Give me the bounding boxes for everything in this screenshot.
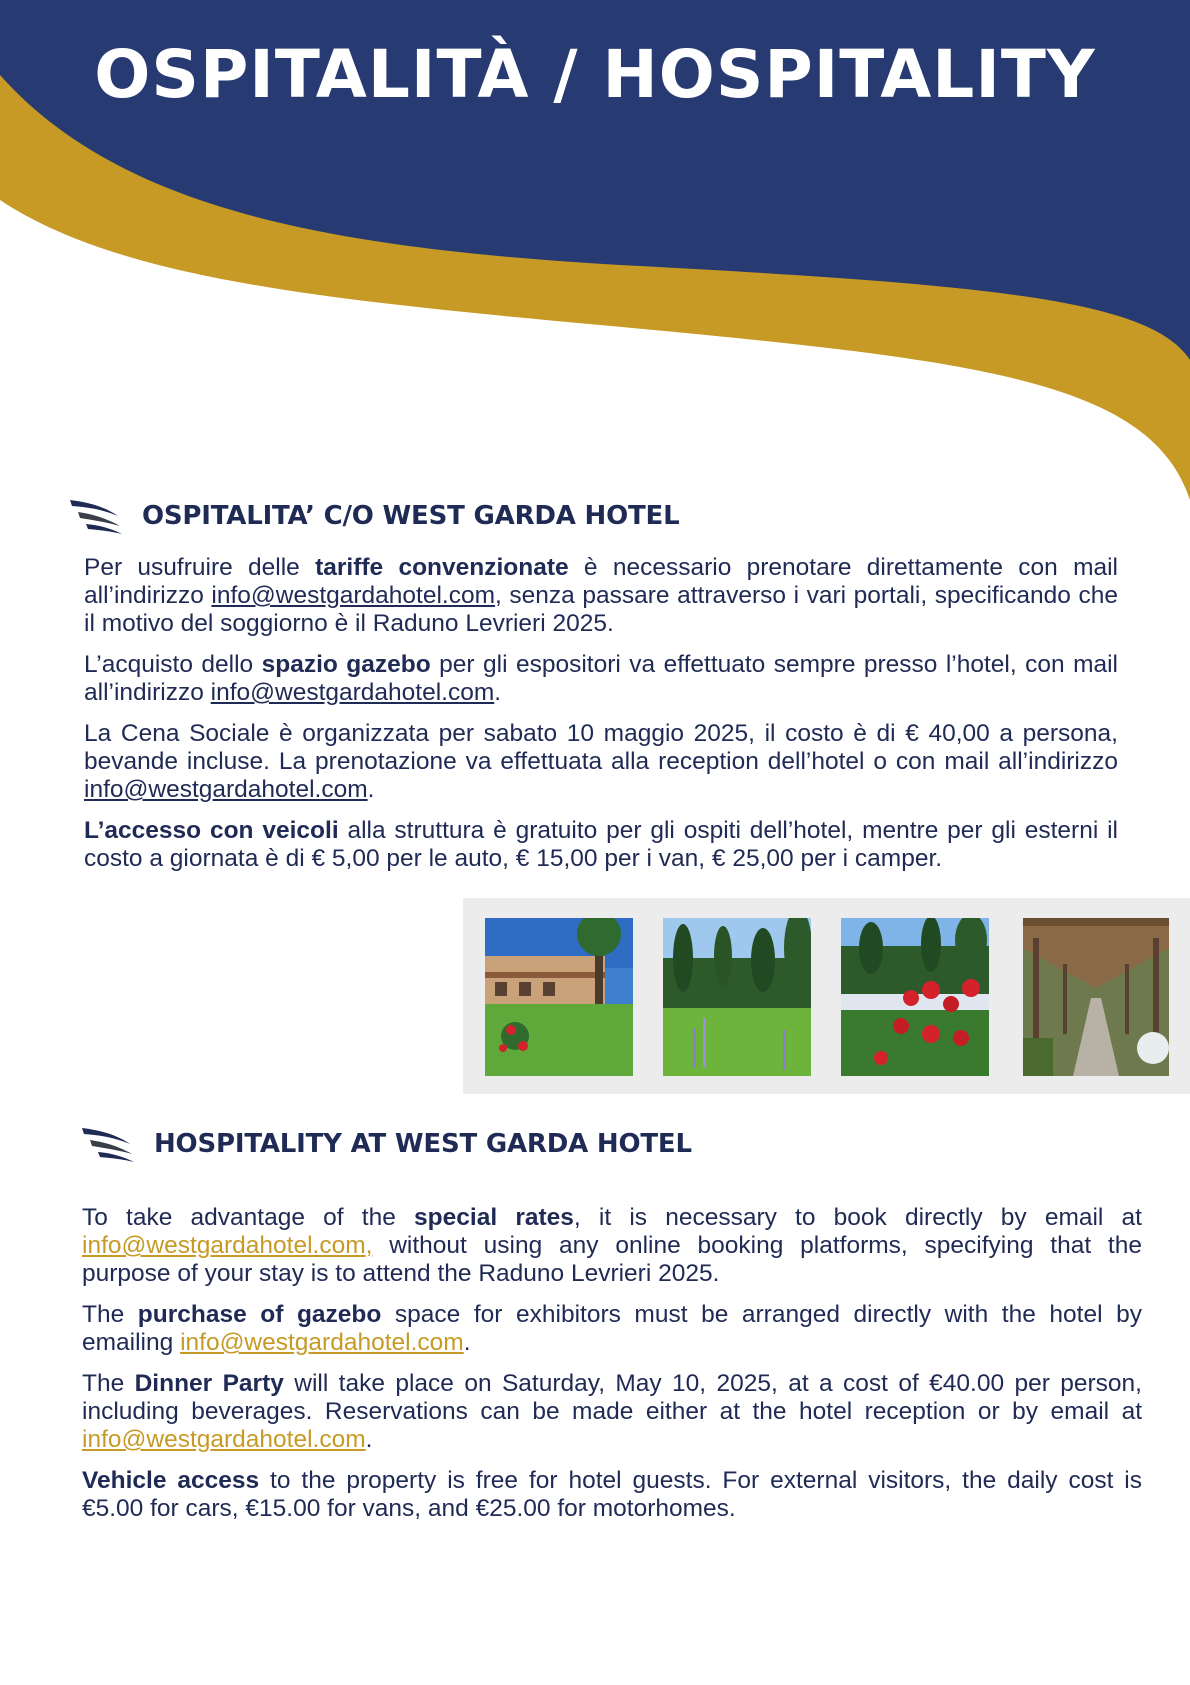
paragraph-dinner: The Dinner Party will take place on Saturday, May 10, 2025, at a cost of €40.00 per person, including beverages. Reservations can be made either at the hotel reception or by email at info@westgardahotel.com. [82, 1370, 1142, 1453]
pool-roses-photo [841, 918, 989, 1076]
section-title-italian: OSPITALITA’ C/O WEST GARDA HOTEL [142, 501, 680, 531]
paragraph-veicoli: L’accesso con veicoli alla struttura è gratuito per gli ospiti dell’hotel, mentre per gli esterni il costo a giornata è di € 5,00 per le auto, € 15,00 per i van, € 25,00 per i camper. [84, 817, 1118, 872]
photo-strip [463, 898, 1190, 1094]
email-link[interactable]: info@westgardahotel.com [84, 776, 368, 803]
paragraph-special-rates: To take advantage of the special rates, it is necessary to book directly by email at info@westgardahotel.com, without using any online booking platforms, specifying that the purpose of your stay is to attend the Raduno Levrieri 2025. [82, 1204, 1142, 1287]
email-link[interactable]: info@westgardahotel.com [180, 1329, 464, 1356]
email-link[interactable]: info@westgardahotel.com [210, 679, 495, 706]
paragraph-vehicle: Vehicle access to the property is free for hotel guests. For external visitors, the daily cost is €5.00 for cars, €15.00 for vans, and €25.00 for motorhomes. [82, 1467, 1142, 1522]
paragraph-gazebo: L’acquisto dello spazio gazebo per gli espositori va effettuato sempre presso l’hotel, con mail all’indirizzo info@westgardahotel.com. [84, 651, 1118, 706]
email-link[interactable]: info@westgardahotel.com [82, 1426, 366, 1453]
paragraph-gazebo-en: The purchase of gazebo space for exhibitors must be arranged directly with the hotel by emailing info@westgardahotel.com. [82, 1301, 1142, 1356]
hotel-building-photo [485, 918, 633, 1076]
pergola-walkway-photo [1023, 918, 1169, 1076]
section-title-english: HOSPITALITY AT WEST GARDA HOTEL [154, 1129, 692, 1159]
page-title: OSPITALITÀ / HOSPITALITY [94, 36, 1096, 113]
paragraph-tariffe: Per usufruire delle tariffe convenzionate è necessario prenotare direttamente con mail all’indirizzo info@westgardahotel.com, senza passare attraverso i vari portali, specificando che il motivo del soggiorno è il Raduno Levrieri 2025. [84, 554, 1118, 637]
garden-lawn-photo [663, 918, 811, 1076]
section-heading-english [80, 1124, 692, 1164]
swoosh-logo-icon [68, 496, 124, 536]
swoosh-logo-icon [80, 1124, 136, 1164]
section-heading-italian [68, 496, 679, 536]
email-link[interactable]: info@westgardahotel.com, [82, 1232, 373, 1259]
paragraph-cena: La Cena Sociale è organizzata per sabato 10 maggio 2025, il costo è di € 40,00 a persona, bevande incluse. La prenotazione va effettuata alla reception dell’hotel o con mail all’indirizzo info@westgardahotel.com. [84, 720, 1118, 803]
english-body [82, 1204, 1142, 1536]
email-link[interactable]: info@westgardahotel.com [211, 582, 496, 609]
italian-body [84, 554, 1118, 886]
